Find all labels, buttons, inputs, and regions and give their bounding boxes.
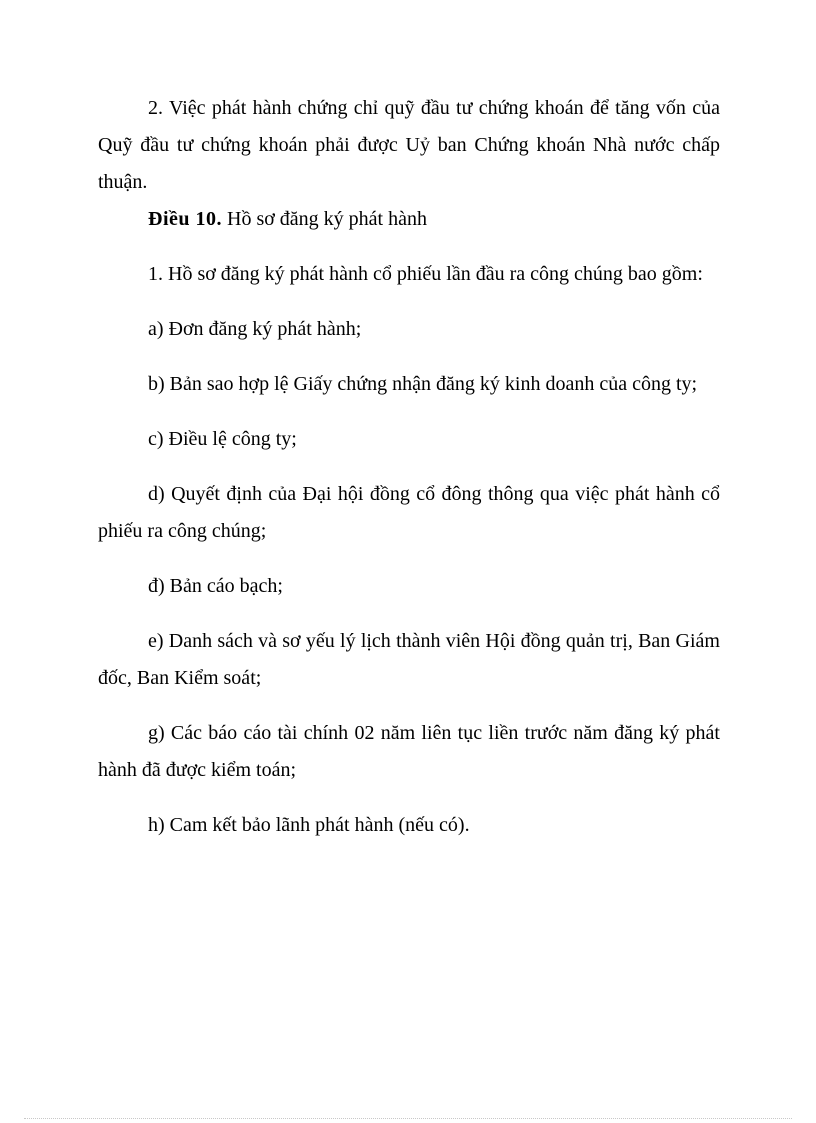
article-number: Điều 10. bbox=[148, 208, 222, 230]
list-item-g: g) Các báo cáo tài chính 02 năm liên tục liền trước năm đăng ký phát hành đã được kiểm toán; bbox=[98, 722, 720, 781]
page-bottom-rule bbox=[24, 1118, 792, 1119]
list-item-b: b) Bản sao hợp lệ Giấy chứng nhận đăng ký kinh doanh của công ty; bbox=[148, 373, 698, 395]
list-item-dd: đ) Bản cáo bạch; bbox=[148, 575, 283, 597]
list-item-a: a) Đơn đăng ký phát hành; bbox=[148, 318, 362, 340]
list-item-d: d) Quyết định của Đại hội đồng cổ đông thông qua việc phát hành cổ phiếu ra công chúng; bbox=[98, 483, 720, 542]
intro-paragraph: 2. Việc phát hành chứng chỉ quỹ đầu tư chứng khoán để tăng vốn của Quỹ đầu tư chứng khoán phải được Uỷ ban Chứng khoán Nhà nước chấp thuận. bbox=[98, 97, 720, 193]
list-item-e: e) Danh sách và sơ yếu lý lịch thành viên Hội đồng quản trị, Ban Giám đốc, Ban Kiểm soát; bbox=[98, 630, 720, 689]
article-title: Hồ sơ đăng ký phát hành bbox=[227, 208, 427, 230]
list-item-h: h) Cam kết bảo lãnh phát hành (nếu có). bbox=[148, 814, 470, 836]
clause-1: 1. Hồ sơ đăng ký phát hành cổ phiếu lần đầu ra công chúng bao gồm: bbox=[148, 263, 703, 285]
article-heading bbox=[98, 201, 720, 238]
document-body bbox=[98, 90, 720, 844]
list-item-c: c) Điều lệ công ty; bbox=[148, 428, 297, 450]
